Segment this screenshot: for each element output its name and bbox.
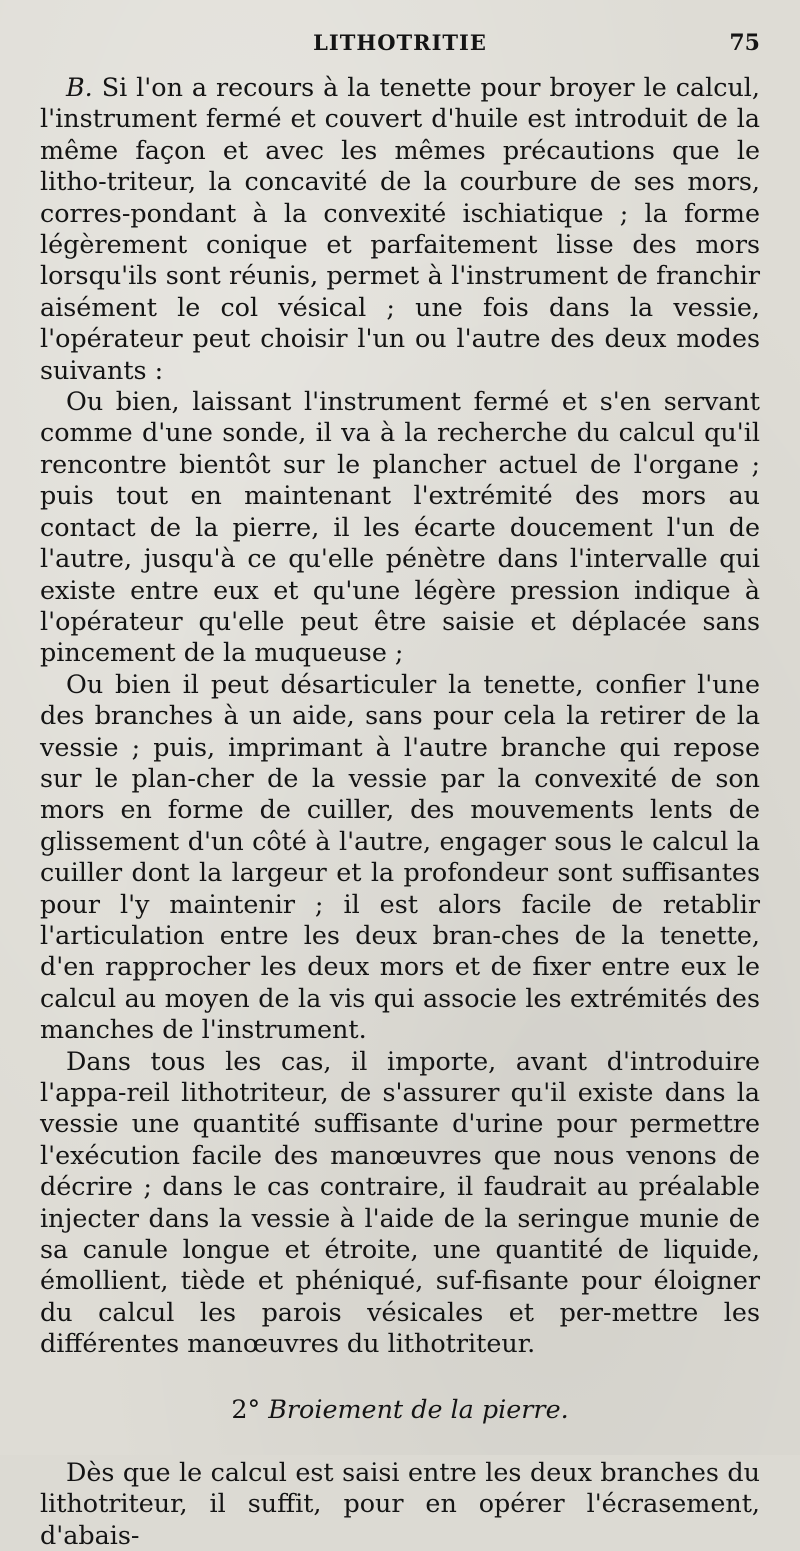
paragraph-2: Ou bien, laissant l'instrument fermé et s'en servant comme d'une sonde, il va à la recherche du calcul qu'il rencontre bientôt sur le plancher actuel de l'organe ; puis tout en maintenant l'extrémité des mors au contact de la pierre, il les écarte doucement l'un de l'autre, jusqu'à ce qu'elle pénètre dans l'intervalle qui existe entre eux et qu'une légère pression indique à l'opérateur qu'elle peut être saisie et déplacée sans pincement de la muqueuse ;	[40, 386, 760, 668]
paragraph-text: Si l'on a recours à la tenette pour broyer le calcul, l'instrument fermé et couvert d'huile est introduit de la même façon et avec les mêmes précautions que le litho-triteur, la concavité de la courbure de ses mors, corres-pondant à la convexité ischiatique ; la forme légèrement conique et parfaitement lisse des mors lorsqu'ils sont réunis, permet à l'instrument de franchir aisément le col vésical ; une fois dans la vessie, l'opérateur peut choisir l'un ou l'autre des deux modes suivants :	[40, 72, 760, 385]
paragraph-5: Dès que le calcul est saisi entre les deux branches du lithotriteur, il suffit, pour en opérer l'écrasement, d'abais-	[40, 1457, 760, 1550]
section-title: Broiement de la pierre.	[268, 1393, 569, 1424]
section-number: 2°	[231, 1393, 261, 1424]
running-title: LITHOTRITIE	[313, 30, 487, 55]
paragraph-1	[40, 72, 760, 386]
page-header	[40, 30, 760, 60]
section-heading	[40, 1394, 760, 1425]
page-number: 75	[729, 30, 760, 56]
paragraph-4: Dans tous les cas, il importe, avant d'introduire l'appa-reil lithotriteur, de s'assurer qu'il existe dans la vessie une quantité suffisante d'urine pour permettre l'exécution facile des manœuvres que nous venons de décrire ; dans le cas contraire, il faudrait au préalable injecter dans la vessie à l'aide de la seringue munie de sa canule longue et étroite, une quantité de liquide, émollient, tiède et phéniqué, suf-fisante pour éloigner du calcul les parois vésicales et per-mettre les différentes manœuvres du lithotriteur.	[40, 1045, 760, 1359]
paragraph-3: Ou bien il peut désarticuler la tenette, confier l'une des branches à un aide, sans pour cela la retirer de la vessie ; puis, imprimant à l'autre branche qui repose sur le plan-cher de la vessie par la convexité de son mors en forme de cuiller, des mouvements lents de glissement d'un côté à l'autre, engager sous le calcul la cuiller dont la largeur et la profondeur sont suffisantes pour l'y maintenir ; il est alors facile de retablir l'articulation entre les deux bran-ches de la tenette, d'en rapprocher les deux mors et de fixer entre eux le calcul au moyen de la vis qui associe les extrémités des manches de l'instrument.	[40, 668, 760, 1045]
body-text	[40, 72, 760, 1551]
paragraph-lead: B.	[66, 72, 93, 102]
